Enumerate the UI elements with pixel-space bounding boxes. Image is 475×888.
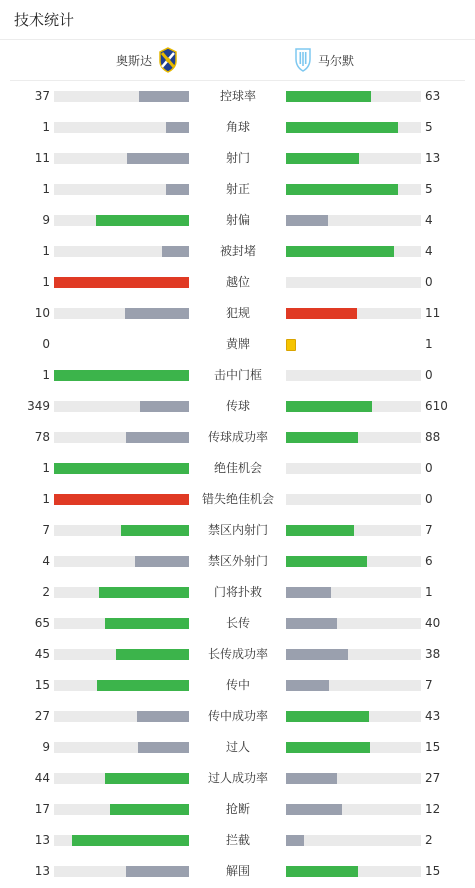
home-stat-bar [54,277,189,288]
away-stat-bar [286,432,421,443]
home-stat-bar [54,308,189,319]
stat-label: 过人 [225,740,250,754]
stat-label: 门将扑救 [213,585,262,599]
away-stat-bar [286,618,421,629]
home-stat-bar [54,432,189,443]
home-stat-bar-fill [96,215,189,226]
home-stat-bar-fill [72,835,189,846]
home-stat-value: 1 [42,182,50,196]
away-stat-bar [286,246,421,257]
away-stat-value: 5 [425,182,433,196]
stat-row [0,360,475,391]
away-stat-value: 7 [425,523,433,537]
stat-label: 射偏 [225,213,250,227]
home-stat-value: 13 [34,833,50,847]
stat-row [0,639,475,670]
home-team-name: 奥斯达 [115,53,152,68]
away-stat-value: 88 [425,430,441,444]
stat-label: 传中成功率 [207,709,268,723]
home-stat-bar [54,494,189,505]
away-stat-bar [286,742,421,753]
home-stat-bar [54,773,189,784]
stat-row [0,577,475,608]
home-stat-bar-fill [54,370,189,381]
stat-row [0,236,475,267]
home-stat-bar [54,618,189,629]
teams-row [10,40,465,81]
home-stat-bar-fill [135,556,189,567]
home-stat-value: 0 [42,337,50,351]
stat-label: 长传 [225,616,250,630]
away-stat-bar-fill [286,122,398,133]
home-stat-bar [54,153,189,164]
away-stat-value: 0 [425,492,433,506]
home-stat-value: 37 [34,89,50,103]
stats-table [0,81,475,887]
away-stat-bar-fill [286,587,331,598]
stat-row [0,391,475,422]
home-stat-bar [54,401,189,412]
home-stat-bar-fill [137,711,189,722]
away-stat-bar-fill [286,742,370,753]
away-team[interactable] [293,40,354,80]
home-stat-bar-fill [126,432,189,443]
home-stat-bar [54,587,189,598]
stat-row [0,298,475,329]
home-stat-value: 2 [42,585,50,599]
malmo-crest-icon [293,47,313,73]
away-stat-value: 63 [425,89,441,103]
home-stat-value: 78 [34,430,50,444]
home-stat-bar [54,866,189,877]
away-stat-value: 43 [425,709,441,723]
stat-label: 禁区内射门 [207,523,268,537]
stat-label: 击中门框 [213,368,262,382]
stat-label: 越位 [225,275,250,289]
away-team-name: 马尔默 [318,53,355,68]
home-stat-bar-fill [54,463,189,474]
away-stat-bar [286,494,421,505]
away-stat-bar [286,711,421,722]
away-stat-value: 610 [425,399,448,413]
away-stat-bar [286,463,421,474]
home-stat-bar [54,91,189,102]
stat-label: 绝佳机会 [213,461,262,475]
away-stat-value: 11 [425,306,441,320]
home-stat-value: 9 [42,740,50,754]
home-stat-bar-fill [110,804,189,815]
home-stat-bar [54,525,189,536]
away-stat-value: 13 [425,151,441,165]
home-stat-bar [54,711,189,722]
away-stat-value: 15 [425,740,441,754]
stat-row [0,174,475,205]
stat-row [0,794,475,825]
home-stat-bar-fill [105,618,189,629]
away-stat-bar [286,184,421,195]
stat-label: 过人成功率 [207,771,268,785]
home-stat-value: 17 [34,802,50,816]
stat-row [0,422,475,453]
away-stat-value: 40 [425,616,441,630]
stat-label: 传中 [225,678,250,692]
home-stat-bar [54,835,189,846]
stat-row [0,856,475,887]
home-stat-bar [54,649,189,660]
stat-row [0,267,475,298]
home-stat-value: 1 [42,461,50,475]
home-stat-bar-fill [162,246,189,257]
home-stat-bar-fill [166,122,189,133]
home-stat-bar [54,184,189,195]
home-stat-bar-fill [126,866,189,877]
home-stat-bar-fill [138,742,189,753]
away-stat-value: 1 [425,585,433,599]
stat-label: 传球成功率 [207,430,268,444]
stat-label: 黄牌 [225,337,250,351]
away-stat-bar [286,215,421,226]
away-stat-bar [286,122,421,133]
home-stat-value: 65 [34,616,50,630]
home-stat-bar-fill [121,525,189,536]
away-stat-bar [286,153,421,164]
away-stat-bar-fill [286,711,369,722]
home-stat-value: 10 [34,306,50,320]
stat-row [0,515,475,546]
away-stat-value: 6 [425,554,433,568]
home-stat-value: 4 [42,554,50,568]
home-stat-bar-fill [127,153,189,164]
stat-row [0,484,475,515]
away-stat-bar [286,587,421,598]
stat-row [0,701,475,732]
stat-label: 错失绝佳机会 [201,492,274,506]
away-stat-bar [286,308,421,319]
away-stat-bar-fill [286,649,348,660]
yellow-card-icon [286,339,296,351]
stat-label: 射门 [225,151,250,165]
away-stat-bar-fill [286,525,354,536]
stat-label: 拦截 [225,833,250,847]
home-stat-value: 44 [34,771,50,785]
stat-label: 解围 [225,864,250,878]
away-stat-bar-fill [286,556,367,567]
away-stat-bar-fill [286,835,304,846]
away-stat-bar-fill [286,215,328,226]
stat-label: 禁区外射门 [207,554,268,568]
stat-label: 控球率 [219,89,256,103]
away-stat-bar [286,804,421,815]
stat-row [0,825,475,856]
away-stat-bar-fill [286,401,372,412]
home-stat-value: 11 [34,151,50,165]
away-stat-value: 38 [425,647,441,661]
away-stat-value: 7 [425,678,433,692]
home-stat-bar-fill [125,308,189,319]
home-stat-bar-fill [54,277,189,288]
home-stat-value: 349 [27,399,50,413]
home-stat-bar-fill [166,184,189,195]
away-stat-value: 1 [425,337,433,351]
home-stat-value: 1 [42,120,50,134]
home-stat-value: 1 [42,244,50,258]
stat-label: 射正 [225,182,250,196]
home-stat-value: 15 [34,678,50,692]
away-stat-value: 5 [425,120,433,134]
home-stat-value: 7 [42,523,50,537]
home-stat-bar-fill [97,680,189,691]
away-stat-bar-fill [286,680,329,691]
away-stat-bar-fill [286,153,359,164]
stat-row [0,81,475,112]
away-stat-value: 0 [425,275,433,289]
home-stat-bar [54,370,189,381]
home-stat-value: 45 [34,647,50,661]
home-stat-value: 27 [34,709,50,723]
away-stat-bar [286,401,421,412]
home-stat-bar-fill [139,91,189,102]
stat-label: 被封堵 [219,244,256,258]
away-stat-bar-fill [286,773,337,784]
home-stat-bar-fill [99,587,189,598]
stat-row [0,608,475,639]
away-stat-bar-fill [286,91,371,102]
away-stat-bar-fill [286,618,337,629]
home-stat-value: 1 [42,368,50,382]
away-stat-bar [286,91,421,102]
away-stat-bar-fill [286,866,358,877]
home-stat-bar [54,556,189,567]
away-stat-value: 2 [425,833,433,847]
home-stat-value: 13 [34,864,50,878]
stat-row [0,205,475,236]
stat-row [0,112,475,143]
away-stat-bar [286,370,421,381]
home-stat-value: 1 [42,275,50,289]
page-title: 技术统计 [14,11,75,29]
away-stat-bar-fill [286,432,358,443]
stat-row [0,670,475,701]
stat-label: 犯规 [225,306,250,320]
away-stat-value: 4 [425,213,433,227]
home-stat-value: 1 [42,492,50,506]
away-stat-value: 0 [425,461,433,475]
home-stat-bar-fill [140,401,189,412]
stat-label: 抢断 [225,802,250,816]
stat-row [0,453,475,484]
home-stat-bar [54,463,189,474]
away-stat-value: 0 [425,368,433,382]
home-stat-bar [54,680,189,691]
stat-label: 角球 [225,120,250,134]
stat-row [0,763,475,794]
home-stat-bar-fill [116,649,189,660]
stat-label: 传球 [225,399,250,413]
away-stat-bar [286,525,421,536]
home-stat-bar [54,122,189,133]
stats-header [0,0,475,40]
away-stat-bar [286,277,421,288]
home-stat-bar [54,246,189,257]
home-team[interactable] [116,40,178,80]
away-stat-bar [286,649,421,660]
ostersund-crest-icon [158,47,178,73]
away-stat-value: 4 [425,244,433,258]
stat-row [0,143,475,174]
away-stat-bar-fill [286,246,394,257]
stat-row [0,329,475,360]
away-stat-bar [286,866,421,877]
stat-row [0,732,475,763]
home-stat-bar-fill [54,494,189,505]
stat-row [0,546,475,577]
stat-label: 长传成功率 [207,647,268,661]
home-stat-bar [54,215,189,226]
away-stat-bar [286,680,421,691]
home-stat-value: 9 [42,213,50,227]
away-stat-bar-fill [286,804,342,815]
away-stat-bar [286,773,421,784]
away-stat-bar [286,835,421,846]
home-stat-bar-fill [105,773,189,784]
away-stat-bar [286,556,421,567]
home-stat-bar [54,742,189,753]
away-stat-value: 15 [425,864,441,878]
home-stat-bar [54,804,189,815]
away-stat-value: 27 [425,771,441,785]
away-stat-bar-fill [286,184,398,195]
away-stat-bar-fill [286,308,357,319]
away-stat-value: 12 [425,802,441,816]
